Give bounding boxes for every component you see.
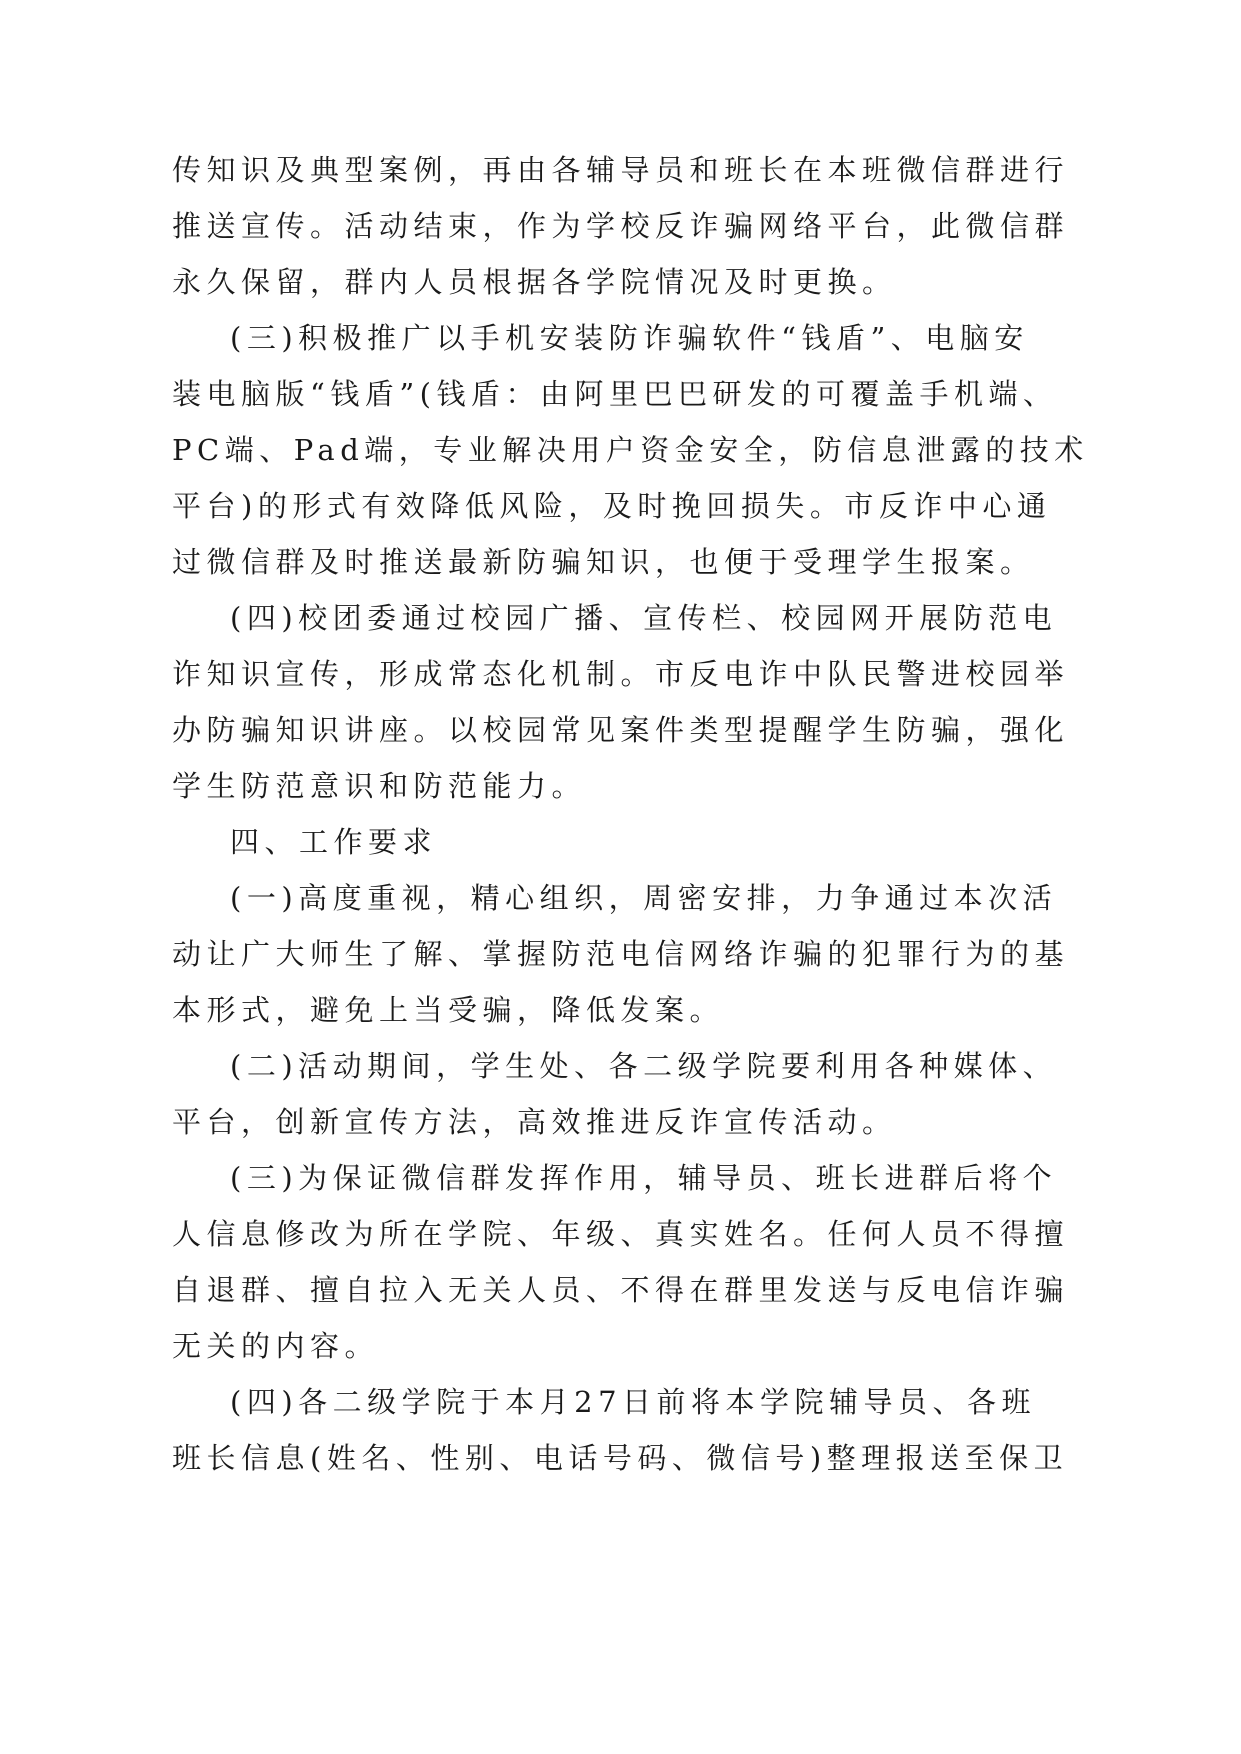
text-line: 动让广大师生了解、掌握防范电信网络诈骗的犯罪行为的基	[172, 937, 1070, 971]
text-line: 诈知识宣传，形成常态化机制。市反电诈中队民警进校园举	[172, 657, 1070, 691]
paragraph-start-line: (二)活动期间，学生处、各二级学院要利用各种媒体、	[230, 1049, 1058, 1083]
text-line: 平台)的形式有效降低风险，及时挽回损失。市反诈中心通	[172, 489, 1052, 523]
text-line: 人信息修改为所在学院、年级、真实姓名。任何人员不得擅	[172, 1217, 1070, 1251]
text-line: 办防骗知识讲座。以校园常见案件类型提醒学生防骗，强化	[172, 713, 1070, 747]
text-line: 班长信息(姓名、性别、电话号码、微信号)整理报送至保卫	[172, 1441, 1069, 1475]
text-line: 装电脑版“钱盾”(钱盾：由阿里巴巴研发的可覆盖手机端、	[172, 377, 1058, 411]
text-line: 永久保留，群内人员根据各学院情况及时更换。	[172, 265, 897, 299]
text-line: PC端、Pad端，专业解决用户资金安全，防信息泄露的技术	[172, 433, 1089, 467]
text-line: 平台，创新宣传方法，高效推进反诈宣传活动。	[172, 1105, 897, 1139]
paragraph-start-line: (一)高度重视，精心组织，周密安排，力争通过本次活	[230, 881, 1058, 915]
section-heading: 四、工作要求	[230, 825, 438, 859]
text-line: 传知识及典型案例，再由各辅导员和班长在本班微信群进行	[172, 153, 1070, 187]
text-line: 学生防范意识和防范能力。	[172, 769, 587, 803]
text-line: 过微信群及时推送最新防骗知识，也便于受理学生报案。	[172, 545, 1035, 579]
text-line: 自退群、擅自拉入无关人员、不得在群里发送与反电信诈骗	[172, 1273, 1070, 1307]
paragraph-start-line: (三)积极推广以手机安装防诈骗软件“钱盾”、电脑安	[230, 321, 1029, 355]
paragraph-start-line: (四)校团委通过校园广播、宣传栏、校园网开展防范电	[230, 601, 1058, 635]
text-line: 本形式，避免上当受骗，降低发案。	[172, 993, 725, 1027]
text-line: 无关的内容。	[172, 1329, 380, 1363]
paragraph-start-line: (三)为保证微信群发挥作用，辅导员、班长进群后将个	[230, 1161, 1058, 1195]
document-body	[172, 142, 1089, 1486]
paragraph-start-line: (四)各二级学院于本月27日前将本学院辅导员、各班	[230, 1385, 1037, 1419]
text-line: 推送宣传。活动结束，作为学校反诈骗网络平台，此微信群	[172, 209, 1070, 243]
